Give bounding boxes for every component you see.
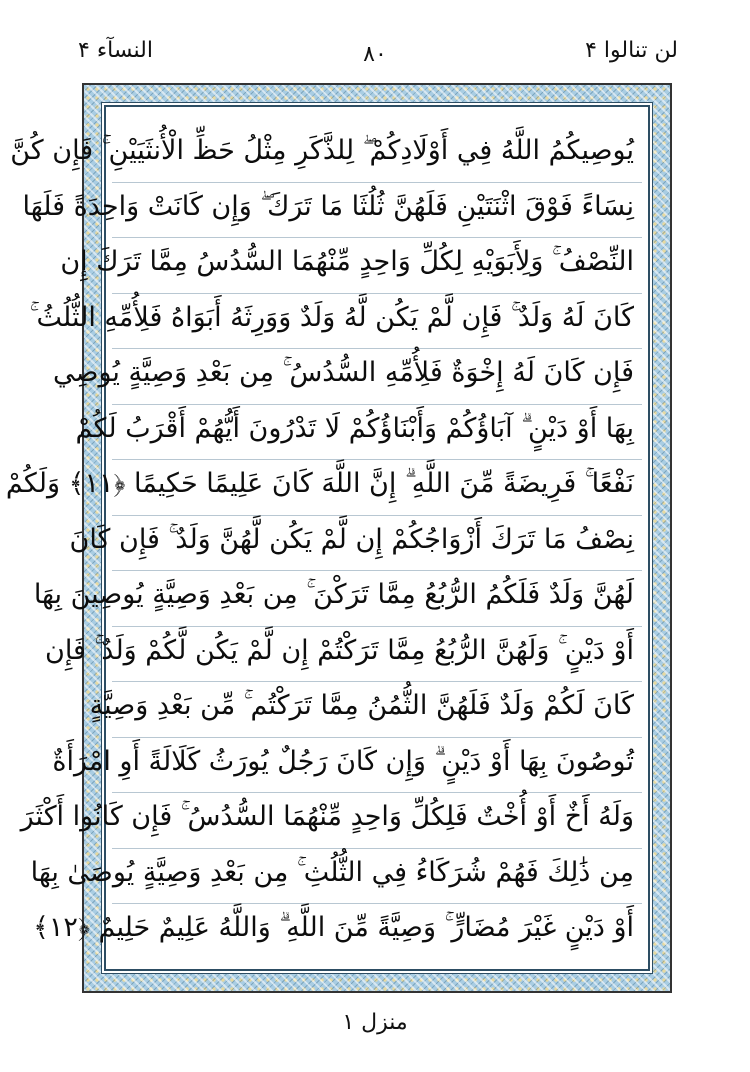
verse-line: نِصْفُ مَا تَرَكَ أَزْوَاجُكُمْ إِن لَّمْ يَكُن لَّهُنَّ وَلَدٌ ۚ فَإِن كَانَ: [69, 523, 634, 555]
verse-line: أَوْ دَيْنٍ غَيْرَ مُضَارٍّ ۚ وَصِيَّةً مِّنَ اللَّهِ ۗ وَاللَّهُ عَلِيمٌ حَلِيمٌ ﴿١٢﴾: [33, 912, 634, 943]
verse-line: بِهَا أَوْ دَيْنٍ ۗ آبَاؤُكُمْ وَأَبْنَاؤُكُمْ لَا تَدْرُونَ أَيُّهُمْ أَقْرَبُ لَكُمْ: [75, 412, 634, 444]
verse-lines: [5, 107, 648, 969]
verse-line: تُوصُونَ بِهَا أَوْ دَيْنٍ ۗ وَإِن كَانَ رَجُلٌ يُورَثُ كَلَالَةً أَوِ امْرَأَةٌ: [52, 745, 634, 777]
verse-line: كَانَ لَكُمْ وَلَدٌ فَلَهُنَّ الثُّمُنُ مِمَّا تَرَكْتُم ۚ مِّن بَعْدِ وَصِيَّةٍ: [89, 690, 634, 721]
verse-line: يُوصِيكُمُ اللَّهُ فِي أَوْلَادِكُمْ ۖ لِلذَّكَرِ مِثْلُ حَظِّ الْأُنثَيَيْنِ ۚ فَإِن كُنَّ: [10, 135, 634, 166]
verse-line: نَفْعًا ۚ فَرِيضَةً مِّنَ اللَّهِ ۗ إِنَّ اللَّهَ كَانَ عَلِيمًا حَكِيمًا ﴿١١﴾ وَلَكُمْ: [5, 468, 634, 499]
verse-line: فَإِن كَانَ لَهُ إِخْوَةٌ فَلِأُمِّهِ السُّدُسُ ۚ مِن بَعْدِ وَصِيَّةٍ يُوصِي: [53, 357, 634, 388]
verse-line: نِسَاءً فَوْقَ اثْنَتَيْنِ فَلَهُنَّ ثُلُثَا مَا تَرَكَ ۖ وَإِن كَانَتْ وَاحِدَةً فَلَهَا: [22, 190, 634, 222]
verse-line: وَلَهُ أَخٌ أَوْ أُخْتٌ فَلِكُلِّ وَاحِدٍ مِّنْهُمَا السُّدُسُ ۚ فَإِن كَانُوا أَكْثَرَ: [20, 801, 634, 832]
verse-line: النِّصْفُ ۚ وَلِأَبَوَيْهِ لِكُلِّ وَاحِدٍ مِّنْهُمَا السُّدُسُ مِمَّا تَرَكَ إِن: [60, 246, 634, 277]
page-number: ۸۰: [363, 42, 387, 67]
ornamental-border: [5, 83, 672, 993]
verse-line: أَوْ دَيْنٍ ۚ وَلَهُنَّ الرُّبُعُ مِمَّا تَرَكْتُمْ إِن لَّمْ يَكُن لَّكُمْ وَلَدٌ ۚ فَإِن: [44, 634, 634, 666]
verse-line: مِن ذَٰلِكَ فَهُمْ شُرَكَاءُ فِي الثُّلُثِ ۚ مِن بَعْدِ وَصِيَّةٍ يُوصَىٰ بِهَا: [30, 856, 634, 888]
verse-line: كَانَ لَهُ وَلَدٌ ۚ فَإِن لَّمْ يَكُن لَّهُ وَلَدٌ وَوَرِثَهُ أَبَوَاهُ فَلِأُمِّهِ الثُّلُثُ ۚ: [29, 301, 634, 333]
verse-line: لَهُنَّ وَلَدٌ فَلَكُمُ الرُّبُعُ مِمَّا تَرَكْنَ ۚ مِن بَعْدِ وَصِيَّةٍ يُوصِينَ بِهَا: [33, 579, 634, 610]
manzil-label: منزل ۱: [342, 1010, 408, 1035]
text-panel: [5, 105, 650, 971]
surah-name: النسآء ۴: [78, 38, 153, 63]
juz-name: لن تنالوا ۴: [585, 38, 678, 63]
